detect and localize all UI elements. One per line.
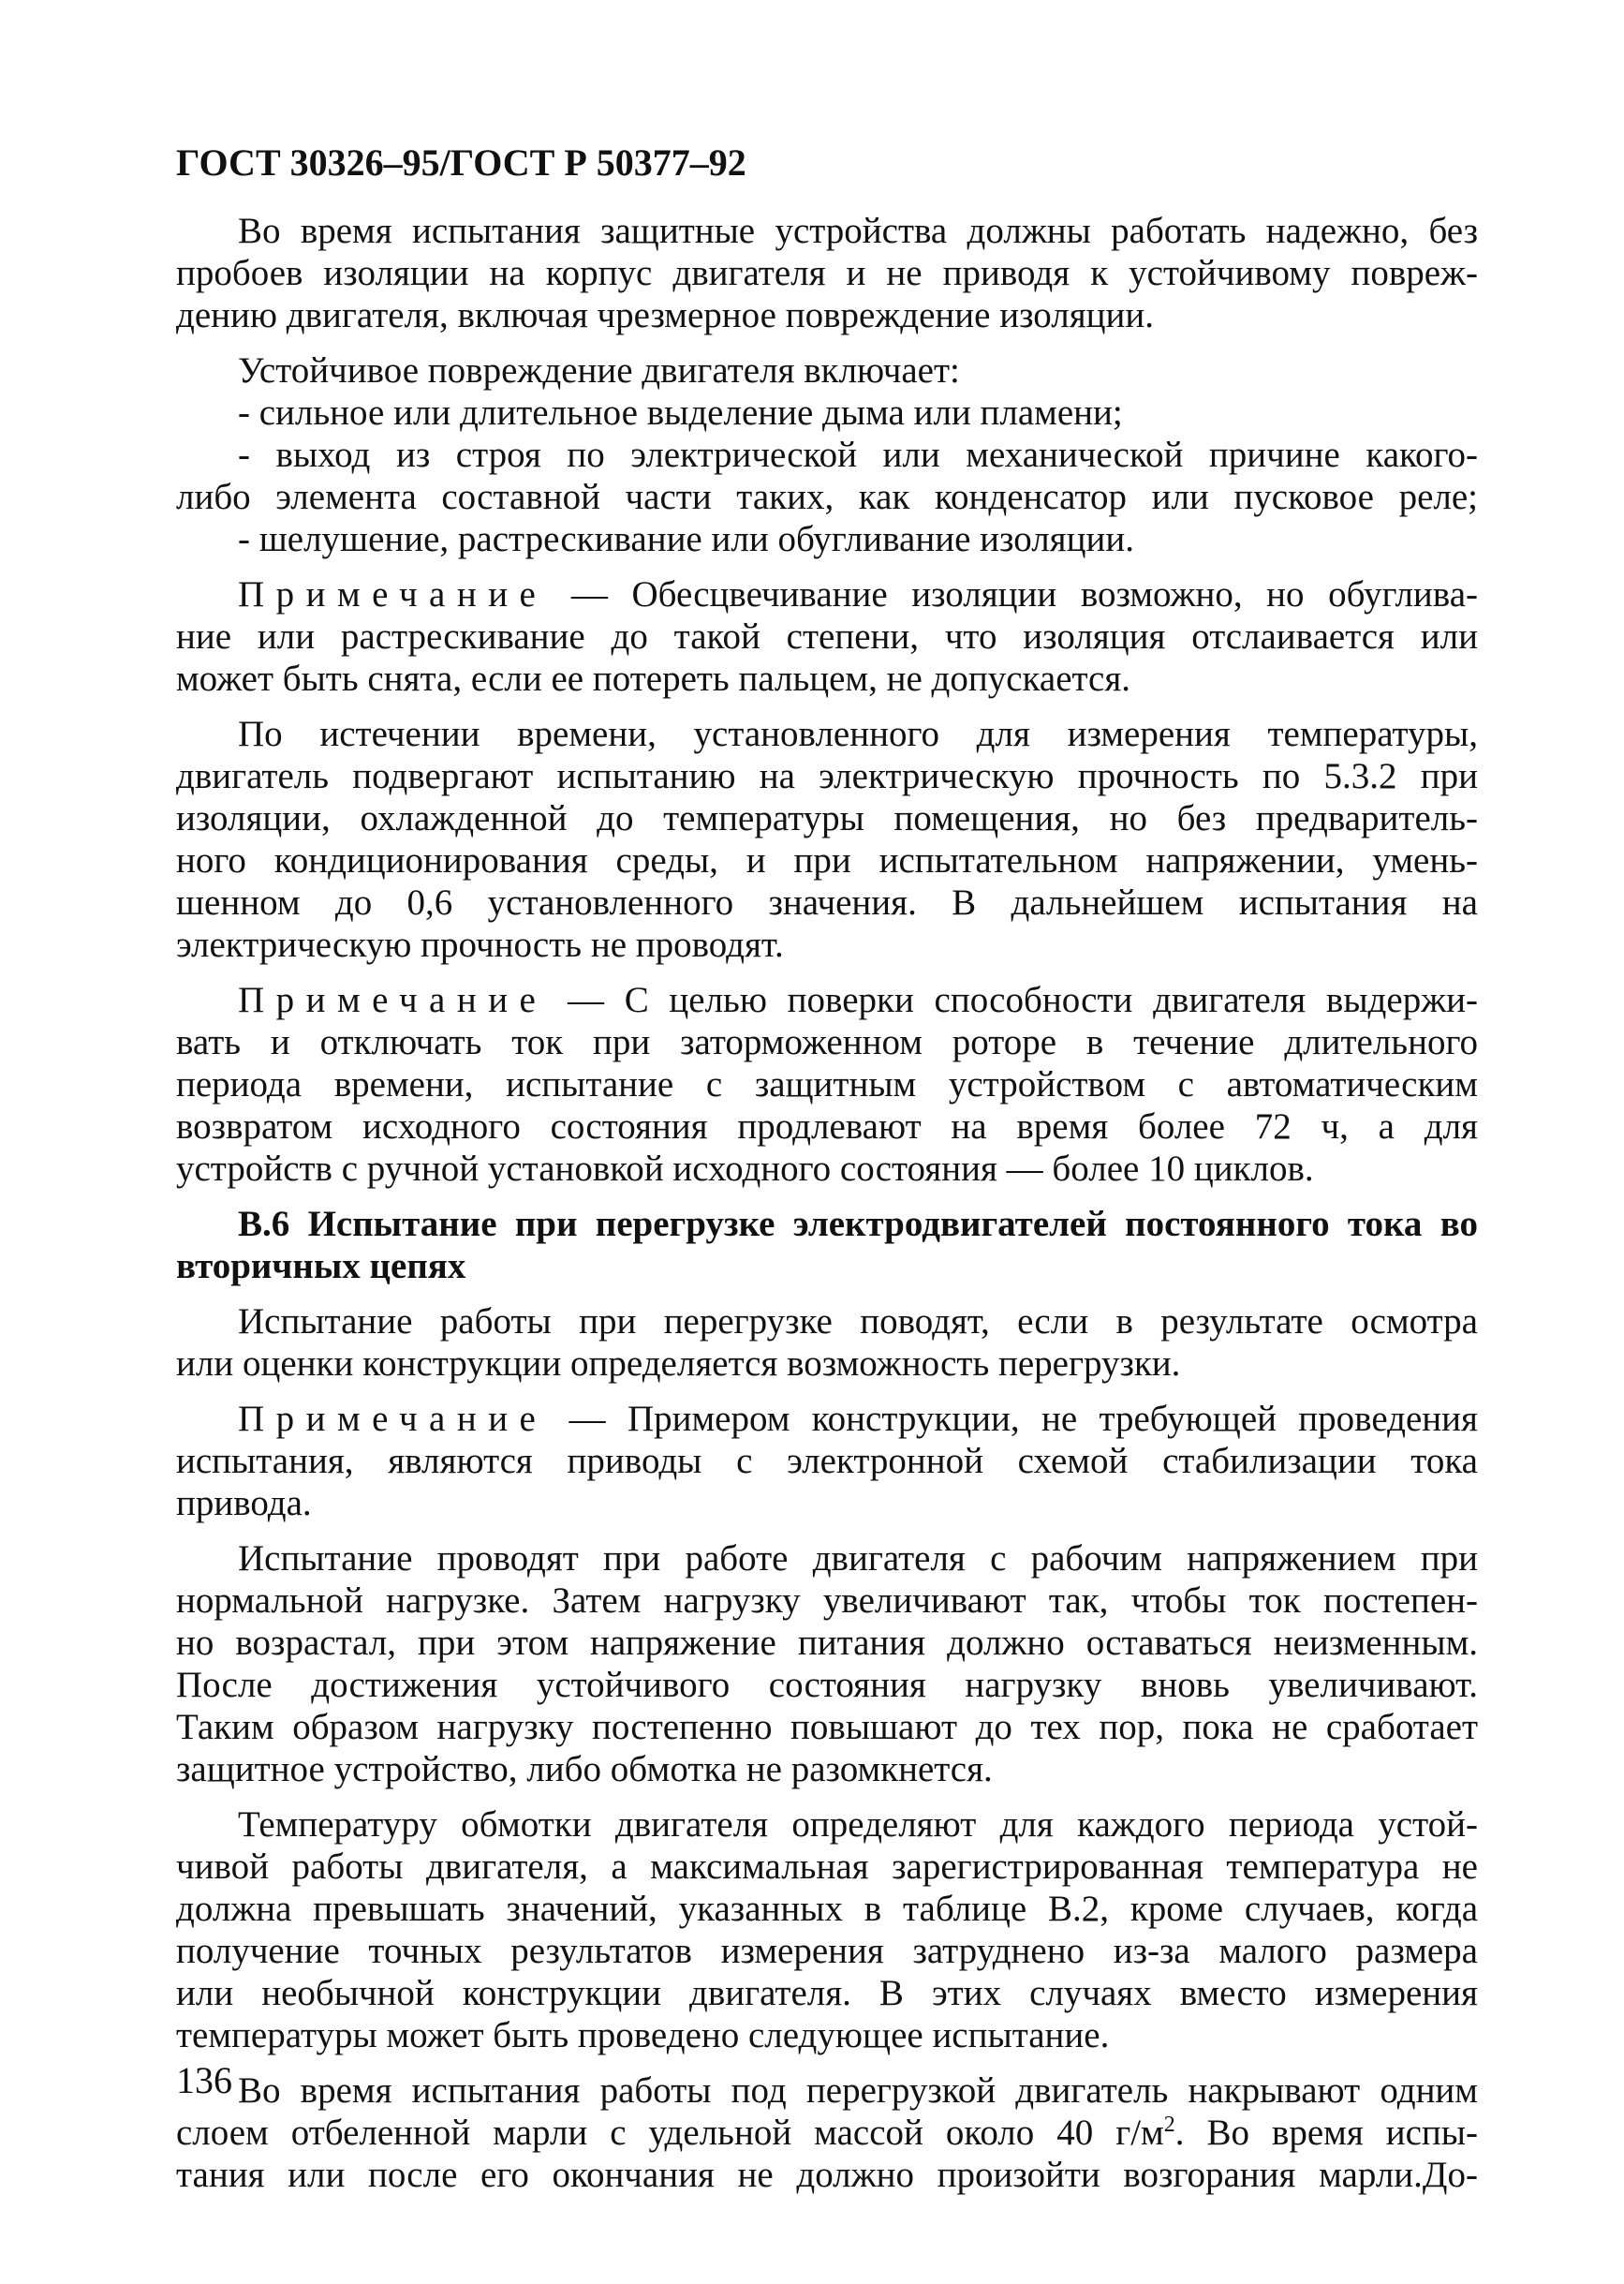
text-line	[176, 2014, 1478, 2056]
text-line	[176, 1580, 1478, 1622]
text-line	[176, 1803, 1478, 1846]
line-text: но возрастал, при этом напряжение питания должно оставаться неизменным.	[176, 1623, 1478, 1663]
text-line	[176, 1148, 1478, 1190]
line-text: защитное устройство, либо обмотка не разомкнется.	[176, 1749, 993, 1789]
text-line	[176, 573, 1478, 615]
text-line	[176, 1063, 1478, 1105]
text-line	[176, 2112, 1478, 2154]
line-text: ние или растрескивание до такой степени, что изоляция отслаивается или	[176, 616, 1478, 657]
line-text: изоляции, охлажденной до температуры помещения, но без предваритель-	[176, 798, 1478, 838]
body-text	[176, 210, 1478, 2196]
line-text: Во время испытания защитные устройства должны работать надежно, без	[238, 211, 1478, 251]
line-text-continued: . Во время испы-	[1174, 2113, 1478, 2153]
note-example-design	[176, 1398, 1478, 1524]
paragraph-test-procedure	[176, 1537, 1478, 1790]
line-text: или оценки конструкции определяется возможность перегрузки.	[176, 1343, 1181, 1384]
text-line	[176, 924, 1478, 966]
line-text: Температуру обмотки двигателя определяют для каждого периода устой-	[238, 1804, 1478, 1845]
line-text: шенном до 0,6 установленного значения. В дальнейшем испытания на	[176, 882, 1478, 923]
text-line	[176, 979, 1478, 1021]
line-text: должна превышать значений, указанных в таблице В.2, кроме случаев, когда	[176, 1889, 1478, 1929]
note-locked-rotor	[176, 979, 1478, 1190]
note-discoloration	[176, 573, 1478, 700]
page-header: ГОСТ 30326–95/ГОСТ Р 50377–92	[176, 141, 746, 184]
text-line	[176, 755, 1478, 797]
line-text: может быть снята, если ее потереть пальцем, не допускается.	[176, 659, 1131, 699]
line-text: Таким образом нагрузку постепенно повышают до тех пор, пока не сработает	[176, 1707, 1478, 1747]
text-line	[176, 1664, 1478, 1706]
line-text: испытания, являются приводы с электронной схемой стабилизации тока	[176, 1441, 1478, 1481]
line-text: дению двигателя, включая чрезмерное повреждение изоляции.	[176, 295, 1154, 335]
text-line	[176, 1537, 1478, 1580]
text-line	[176, 1888, 1478, 1930]
text-line	[176, 2069, 1478, 2112]
line-text: В.6 Испытание при перегрузке электродвигателей постоянного тока во	[238, 1204, 1478, 1244]
text-line	[176, 1105, 1478, 1148]
superscript: 2	[1163, 2113, 1175, 2137]
line-text: — Примером конструкции, не требующей проведения	[547, 1399, 1478, 1439]
line-text: По истечении времени, установленного для измерения температуры,	[238, 714, 1478, 754]
text-line	[176, 476, 1478, 518]
line-text: Испытание проводят при работе двигателя с рабочим напряжением при	[238, 1538, 1478, 1579]
line-text: нормальной нагрузке. Затем нагрузку увеличивают так, чтобы ток постепен-	[176, 1580, 1478, 1621]
paragraph-dielectric-test	[176, 713, 1478, 966]
text-line	[176, 797, 1478, 839]
line-text: Испытание работы при перегрузке поводят, если в результате осмотра	[238, 1301, 1478, 1342]
line-text: устройств с ручной установкой исходного состояния — более 10 циклов.	[176, 1149, 1314, 1189]
text-line	[176, 1245, 1478, 1287]
line-text: - сильное или длительное выделение дыма или пламени;	[238, 393, 1123, 433]
text-line	[176, 615, 1478, 658]
text-line	[176, 1846, 1478, 1888]
line-text: вторичных цепях	[176, 1246, 466, 1286]
line-text: или необычной конструкции двигателя. В этих случаях вместо измерения	[176, 1973, 1478, 2013]
line-text: электрическую прочность не проводят.	[176, 925, 784, 965]
line-text: ного кондиционирования среды, и при испытательном напряжении, умень-	[176, 840, 1478, 881]
line-text: чивой работы двигателя, а максимальная зарегистрированная температура не	[176, 1846, 1478, 1887]
text-line	[176, 658, 1478, 700]
line-text: — Обесцвечивание изоляции возможно, но обуглива-	[547, 574, 1478, 615]
text-line	[176, 2154, 1478, 2196]
paragraph-protection-reliability	[176, 210, 1478, 336]
text-line	[176, 1482, 1478, 1524]
text-line	[176, 1398, 1478, 1440]
text-line	[176, 1203, 1478, 1245]
text-line	[176, 1930, 1478, 1972]
line-text: двигатель подвергают испытанию на электрическую прочность по 5.3.2 при	[176, 756, 1478, 796]
note-label: Примечание	[238, 574, 548, 615]
page-number: 136	[176, 2059, 232, 2101]
text-line	[176, 1342, 1478, 1385]
text-line	[176, 1300, 1478, 1342]
line-text: периода времени, испытание с защитным устройством с автоматическим	[176, 1064, 1478, 1105]
paragraph-overload-test	[176, 1300, 1478, 1385]
text-line	[176, 392, 1478, 434]
text-line	[176, 713, 1478, 755]
line-text: получение точных результатов измерения затруднено из-за малого размера	[176, 1931, 1478, 1971]
text-line	[176, 882, 1478, 924]
text-line	[176, 1021, 1478, 1063]
line-text: либо элемента составной части таких, как конденсатор или пусковое реле;	[176, 477, 1478, 517]
text-line	[176, 518, 1478, 560]
line-text: - шелушение, растрескивание или обугливание изоляции.	[238, 519, 1134, 559]
text-line	[176, 1748, 1478, 1790]
line-text: слоем отбеленной марли с удельной массой около 40 г/м	[176, 2113, 1164, 2153]
line-text: — С целью поверки способности двигателя выдержи-	[547, 980, 1478, 1020]
text-line	[176, 294, 1478, 336]
line-text: привода.	[176, 1483, 312, 1523]
note-label: Примечание	[238, 980, 548, 1020]
line-text: - выход из строя по электрической или механической причине какого-	[238, 435, 1478, 475]
note-label: Примечание	[238, 1399, 548, 1439]
line-text: После достижения устойчивого состояния нагрузку вновь увеличивают.	[176, 1665, 1478, 1705]
text-line	[176, 210, 1478, 252]
text-line	[176, 1440, 1478, 1482]
paragraph-damage-list	[176, 349, 1478, 560]
text-line	[176, 434, 1478, 476]
line-text: вать и отключать ток при заторможенном роторе в течение длительного	[176, 1022, 1478, 1062]
line-text: тания или после его окончания не должно произойти возгорания марли.До-	[176, 2155, 1478, 2195]
line-text: Во время испытания работы под перегрузкой двигатель накрывают одним	[238, 2070, 1478, 2111]
text-line	[176, 839, 1478, 882]
text-line	[176, 349, 1478, 392]
line-text: возвратом исходного состояния продлевают на время более 72 ч, а для	[176, 1106, 1478, 1147]
line-text: Устойчивое повреждение двигателя включает:	[238, 350, 960, 391]
line-text: температуры может быть проведено следующее испытание.	[176, 2015, 1110, 2055]
paragraph-winding-temperature	[176, 1803, 1478, 2056]
text-line	[176, 1622, 1478, 1664]
text-line	[176, 1706, 1478, 1748]
text-line	[176, 1972, 1478, 2014]
line-text: пробоев изоляции на корпус двигателя и не приводя к устойчивому повреж-	[176, 253, 1478, 293]
section-heading-b6	[176, 1203, 1478, 1287]
text-line	[176, 252, 1478, 294]
paragraph-gauze-test	[176, 2069, 1478, 2196]
